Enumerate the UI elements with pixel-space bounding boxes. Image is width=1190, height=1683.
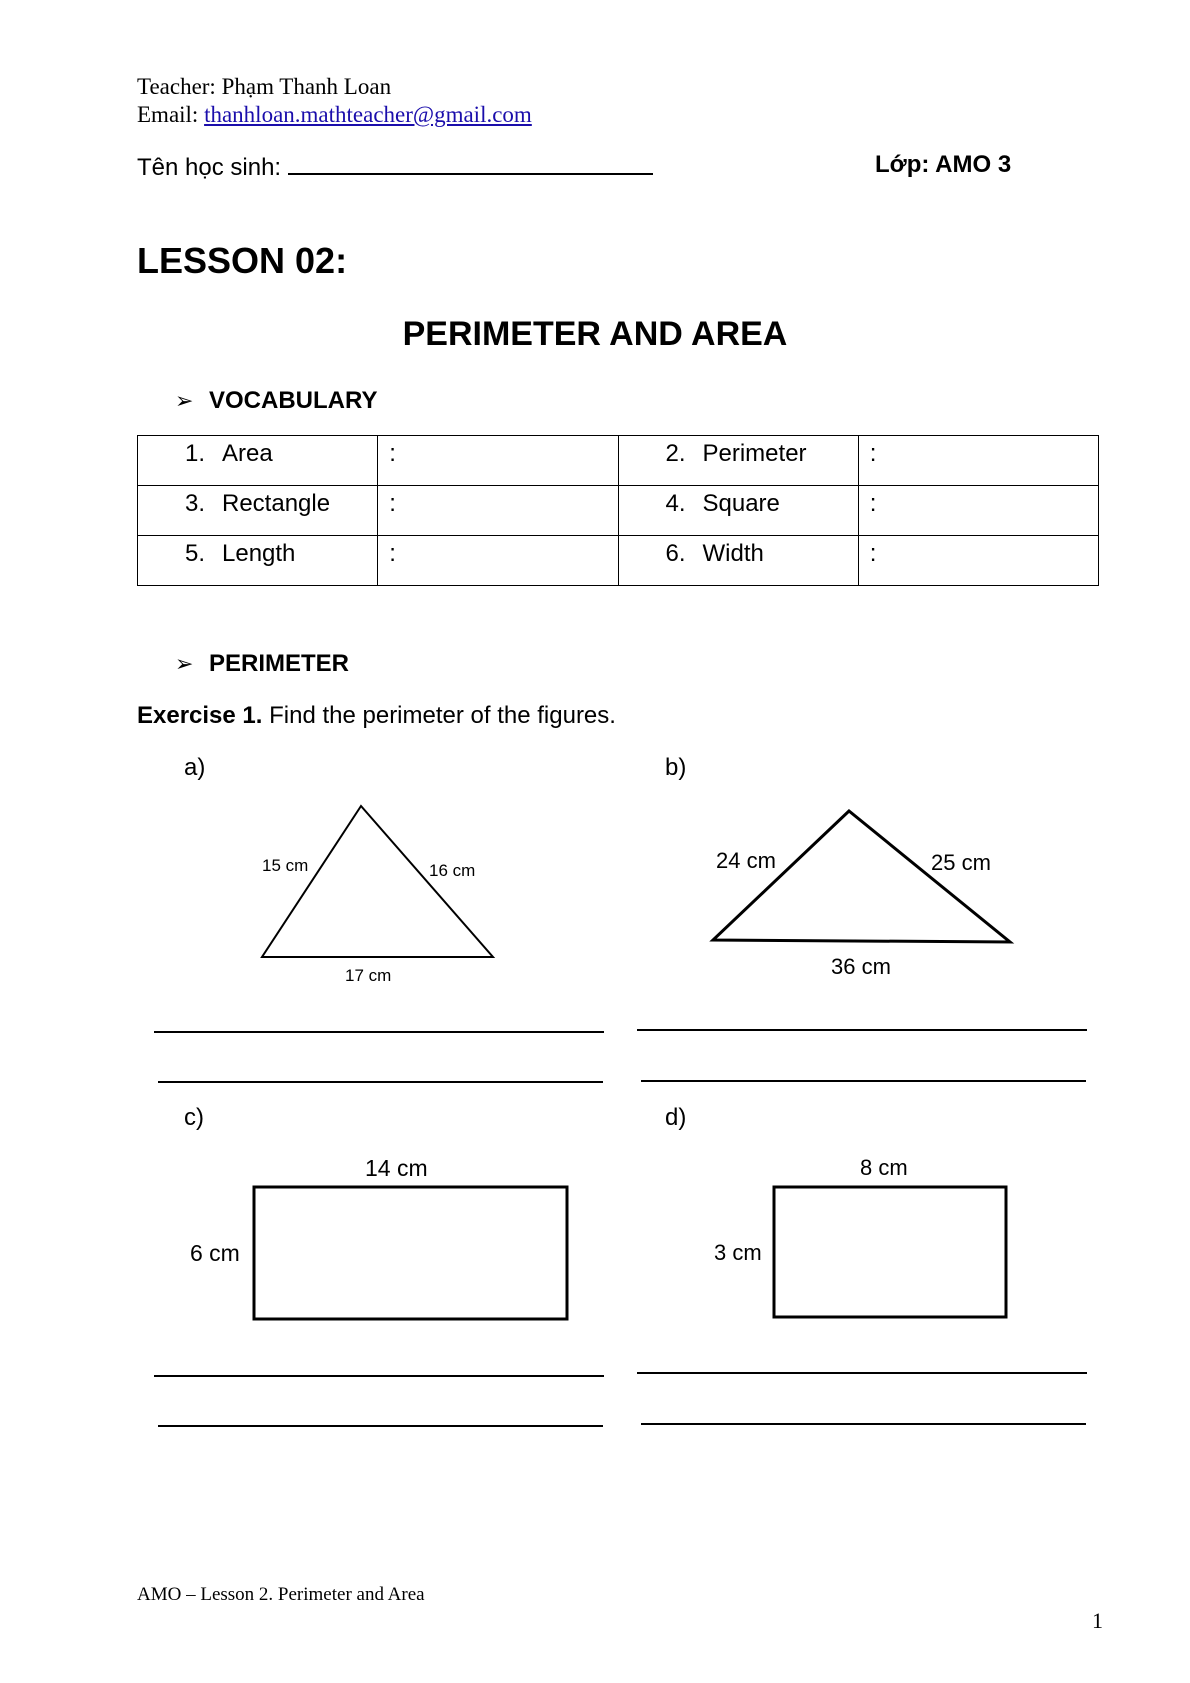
vocab-definition-cell[interactable]: :: [378, 436, 618, 486]
perimeter-heading-label: PERIMETER: [209, 650, 350, 677]
page-number: 1: [1092, 1608, 1103, 1633]
triangle-b-side-left: 24 cm: [716, 848, 776, 873]
triangle-a-side-right: 16 cm: [429, 861, 476, 880]
vocab-number: 2.: [665, 440, 686, 467]
figure-d-label: d): [665, 1104, 687, 1131]
answer-line-b-2[interactable]: [641, 1080, 1086, 1082]
vocab-definition-cell[interactable]: :: [858, 486, 1098, 536]
rectangle-c-side-width: 6 cm: [190, 1240, 240, 1266]
answer-line-d-1[interactable]: [637, 1372, 1087, 1374]
answer-line-a-2[interactable]: [158, 1081, 603, 1083]
answer-line-c-1[interactable]: [154, 1375, 604, 1377]
arrow-bullet-icon: ➢: [175, 388, 194, 413]
vocab-number: 3.: [185, 490, 206, 517]
vocab-word: Width: [702, 540, 764, 567]
answer-line-a-1[interactable]: [154, 1031, 604, 1033]
rectangle-c: [254, 1187, 567, 1319]
vocab-word: Square: [702, 490, 780, 517]
page-title: PERIMETER AND AREA: [402, 315, 788, 353]
vocab-number: 1.: [185, 440, 206, 467]
vocab-word: Length: [222, 540, 296, 567]
rectangle-c-top-length: 14 cm: [365, 1155, 428, 1181]
answer-line-d-2[interactable]: [641, 1423, 1086, 1425]
exercise-1-label: Exercise 1.: [137, 702, 263, 729]
vocab-definition-cell[interactable]: :: [378, 486, 618, 536]
triangle-a: [262, 806, 493, 957]
vocab-definition-cell[interactable]: :: [378, 536, 618, 586]
class-label: Lớp: AMO 3: [875, 151, 1012, 178]
student-name-label: Tên học sinh:: [137, 154, 282, 181]
vocab-word: Area: [222, 440, 273, 467]
email-link[interactable]: thanhloan.mathteacher@gmail.com: [204, 102, 532, 127]
lesson-heading: LESSON 02:: [137, 240, 348, 281]
figure-c-label: c): [184, 1104, 204, 1131]
teacher-line: Teacher: Phạm Thanh Loan: [137, 74, 392, 99]
email-label: Email:: [137, 102, 205, 127]
vocab-word: Rectangle: [222, 490, 331, 517]
triangle-a-side-bottom: 17 cm: [345, 966, 392, 985]
vocab-number: 6.: [665, 540, 686, 567]
figure-b-label: b): [665, 754, 687, 781]
rectangle-d-side-width: 3 cm: [714, 1240, 762, 1265]
vocab-number: 5.: [185, 540, 206, 567]
answer-line-b-1[interactable]: [637, 1029, 1087, 1031]
triangle-b: [713, 811, 1010, 942]
triangle-b-side-bottom: 36 cm: [831, 954, 891, 979]
vocab-definition-cell[interactable]: :: [858, 436, 1098, 486]
vocabulary-heading-label: VOCABULARY: [209, 387, 378, 414]
exercise-1-text: Find the perimeter of the figures.: [262, 702, 616, 729]
vocab-word: Perimeter: [702, 440, 807, 467]
rectangle-d-top-length: 8 cm: [860, 1155, 908, 1180]
arrow-bullet-icon: ➢: [175, 651, 194, 676]
answer-line-c-2[interactable]: [158, 1425, 603, 1427]
triangle-b-side-right: 25 cm: [931, 850, 991, 875]
vocab-definition-cell[interactable]: :: [858, 536, 1098, 586]
footer-text: AMO – Lesson 2. Perimeter and Area: [137, 1584, 425, 1605]
vocab-number: 4.: [665, 490, 686, 517]
figure-a-label: a): [184, 754, 206, 781]
triangle-a-side-left: 15 cm: [262, 856, 309, 875]
rectangle-d: [774, 1187, 1006, 1317]
